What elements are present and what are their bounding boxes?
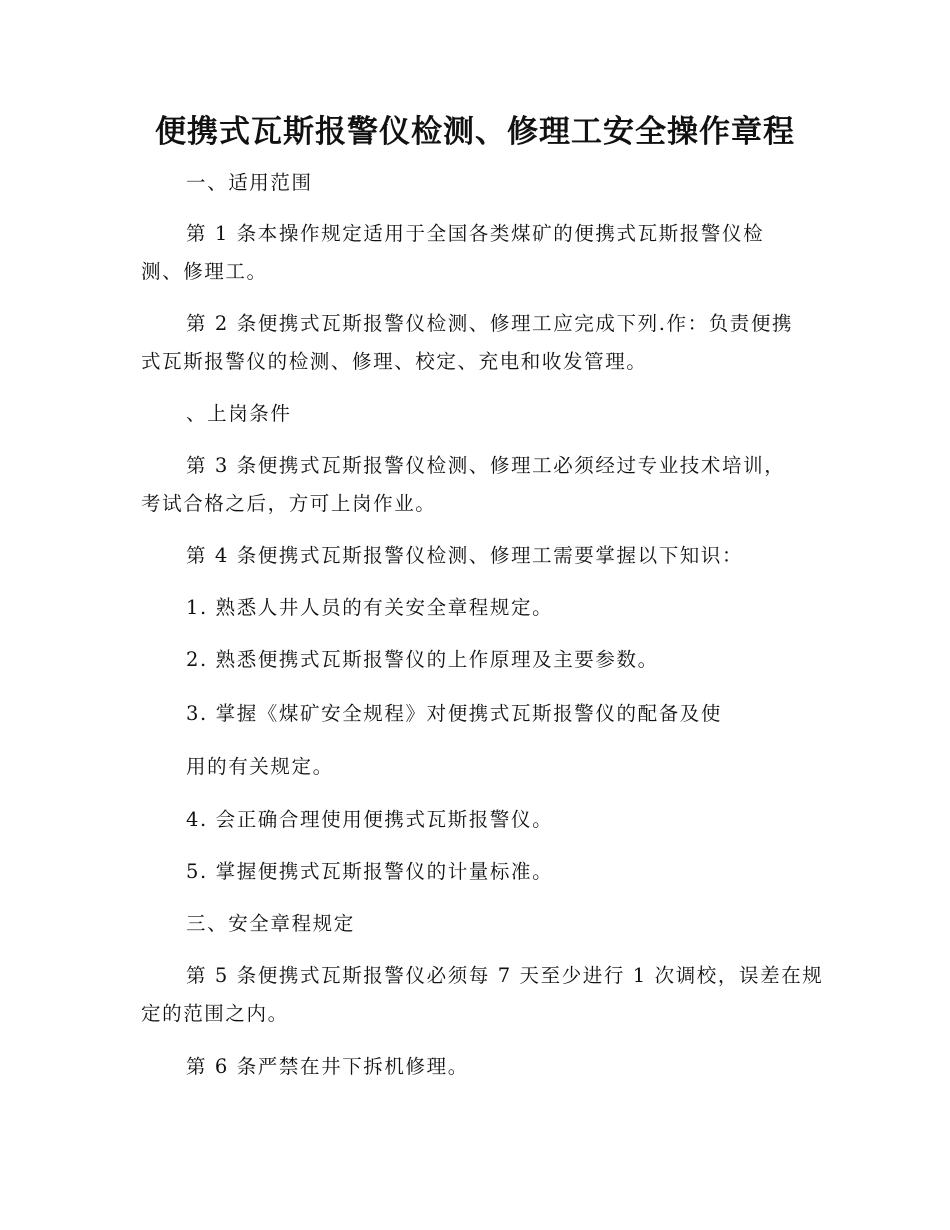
section-heading-text: 、上岗条件 bbox=[186, 402, 292, 425]
article-5 bbox=[141, 957, 824, 1033]
article-2-line-1: 第 2 条便携式瓦斯报警仪检测、修理工应完成下列.作：负责便携 bbox=[186, 312, 794, 335]
document-title: 便携式瓦斯报警仪检测、修理工安全操作章程 bbox=[155, 114, 795, 150]
article-1-line-1: 第 1 条本操作规定适用于全国各类煤矿的便携式瓦斯报警仪检 bbox=[186, 222, 765, 245]
knowledge-item-text: 5. 掌握便携式瓦斯报警仪的计量标准。 bbox=[186, 860, 554, 883]
article-4 bbox=[141, 537, 816, 575]
knowledge-item-3-cont bbox=[141, 748, 816, 786]
section-heading-text: 三、安全章程规定 bbox=[186, 912, 355, 935]
article-3 bbox=[141, 447, 816, 523]
article-4-line: 第 4 条便携式瓦斯报警仪检测、修理工需要掌握以下知识： bbox=[186, 544, 744, 567]
article-1 bbox=[141, 215, 816, 291]
knowledge-item-2 bbox=[141, 641, 816, 679]
article-6 bbox=[141, 1048, 816, 1086]
article-2 bbox=[141, 305, 816, 381]
section-heading-safety bbox=[141, 905, 816, 943]
knowledge-item-text: 用的有关规定。 bbox=[186, 755, 334, 778]
article-3-line-1: 第 3 条便携式瓦斯报警仪检测、修理工必须经过专业技术培训， bbox=[186, 454, 786, 477]
knowledge-item-3 bbox=[141, 695, 816, 733]
article-1-line-2: 测、修理工。 bbox=[141, 260, 268, 283]
article-5-line-1: 第 5 条便携式瓦斯报警仪必须每 7 天至少进行 1 次调校，误差在规 bbox=[186, 964, 824, 987]
section-heading-scope bbox=[141, 164, 816, 202]
section-heading-qualifications bbox=[141, 395, 816, 433]
article-5-line-2: 定的范围之内。 bbox=[141, 1002, 289, 1025]
knowledge-item-text: 3. 掌握《煤矿安全规程》对便携式瓦斯报警仪的配备及使 bbox=[186, 702, 723, 725]
knowledge-item-text: 1. 熟悉人井人员的有关安全章程规定。 bbox=[186, 596, 554, 619]
article-6-line: 第 6 条严禁在井下拆机修理。 bbox=[186, 1055, 469, 1078]
knowledge-item-text: 2. 熟悉便携式瓦斯报警仪的上作原理及主要参数。 bbox=[186, 648, 659, 671]
knowledge-item-5 bbox=[141, 853, 816, 891]
knowledge-item-1 bbox=[141, 589, 816, 627]
article-3-line-2: 考试合格之后，方可上岗作业。 bbox=[141, 492, 437, 515]
article-2-line-2: 式瓦斯报警仪的检测、修理、校定、充电和收发管理。 bbox=[141, 350, 648, 373]
section-heading-text: 一、适用范围 bbox=[186, 171, 313, 194]
knowledge-item-text: 4. 会正确合理使用便携式瓦斯报警仪。 bbox=[186, 808, 554, 831]
knowledge-item-4 bbox=[141, 801, 816, 839]
